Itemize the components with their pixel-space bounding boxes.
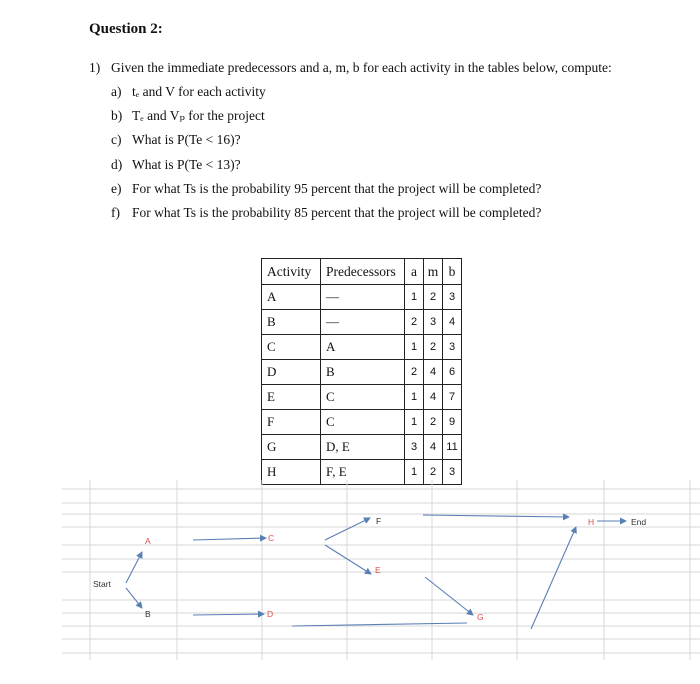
node-a: A [145,536,151,546]
cell-predecessors: B [321,360,405,385]
node-f: F [376,516,382,526]
cell-predecessors: — [321,285,405,310]
cell-activity: D [262,360,321,385]
node-c: C [268,533,275,543]
cell-m: 3 [424,310,443,335]
part-marker: c) [111,132,122,147]
cell-activity: B [262,310,321,335]
node-e: E [375,565,381,575]
part-marker: f) [111,205,120,220]
part-text: tₑ and V for each activity [132,84,266,99]
header-m: m [424,259,443,285]
grid-lines [62,480,700,660]
cell-b: 11 [443,435,462,460]
cell-b: 3 [443,285,462,310]
arrow-start-b [126,588,142,608]
arrow-a-c [193,538,266,540]
header-activity: Activity [262,259,321,285]
cell-activity: H [262,460,321,485]
cell-b: 7 [443,385,462,410]
cell-m: 2 [424,285,443,310]
intro-number: 1) [89,60,101,75]
intro-text: Given the immediate predecessors and a, m, b for each activity in the tables below, compute: [111,60,612,75]
part-text: For what Ts is the probability 95 percent that the project will be completed? [132,181,542,196]
node-start: Start [93,579,111,589]
cell-b: 4 [443,310,462,335]
header-b: b [443,259,462,285]
arrow-f-h [423,515,569,517]
arrow-g-h [531,527,576,629]
cell-activity: G [262,435,321,460]
node-g: G [477,612,484,622]
cell-predecessors: C [321,385,405,410]
part-text: Tₑ and Vₚ for the project [132,108,265,123]
part-marker: a) [111,84,122,99]
cell-m: 2 [424,410,443,435]
cell-predecessors: A [321,335,405,360]
cell-a: 2 [405,360,424,385]
cell-a: 1 [405,335,424,360]
cell-a: 1 [405,385,424,410]
node-end: End [631,517,647,527]
header-predecessors: Predecessors [321,259,405,285]
cell-a: 1 [405,285,424,310]
header-a: a [405,259,424,285]
cell-a: 2 [405,310,424,335]
cell-predecessors: — [321,310,405,335]
cell-predecessors: D, E [321,435,405,460]
part-text: What is P(Te < 13)? [132,157,241,172]
cell-activity: A [262,285,321,310]
cell-b: 3 [443,335,462,360]
cell-activity: F [262,410,321,435]
arrow-b-d [193,614,264,615]
question-title: Question 2: [89,21,163,37]
node-d: D [267,609,274,619]
cell-m: 2 [424,460,443,485]
cell-m: 2 [424,335,443,360]
cell-m: 4 [424,435,443,460]
part-marker: e) [111,181,122,196]
cell-m: 4 [424,360,443,385]
cell-b: 3 [443,460,462,485]
cell-predecessors: C [321,410,405,435]
part-marker: b) [111,108,123,123]
part-marker: d) [111,157,123,172]
cell-b: 9 [443,410,462,435]
part-text: What is P(Te < 16)? [132,132,241,147]
cell-predecessors: F, E [321,460,405,485]
cell-a: 1 [405,460,424,485]
cell-a: 3 [405,435,424,460]
cell-activity: E [262,385,321,410]
cell-b: 6 [443,360,462,385]
node-h: H [588,517,595,527]
node-b: B [145,609,151,619]
cell-a: 1 [405,410,424,435]
arrow-start-a [126,552,142,583]
part-text: For what Ts is the probability 85 percent that the project will be completed? [132,205,542,220]
cell-m: 4 [424,385,443,410]
cell-activity: C [262,335,321,360]
